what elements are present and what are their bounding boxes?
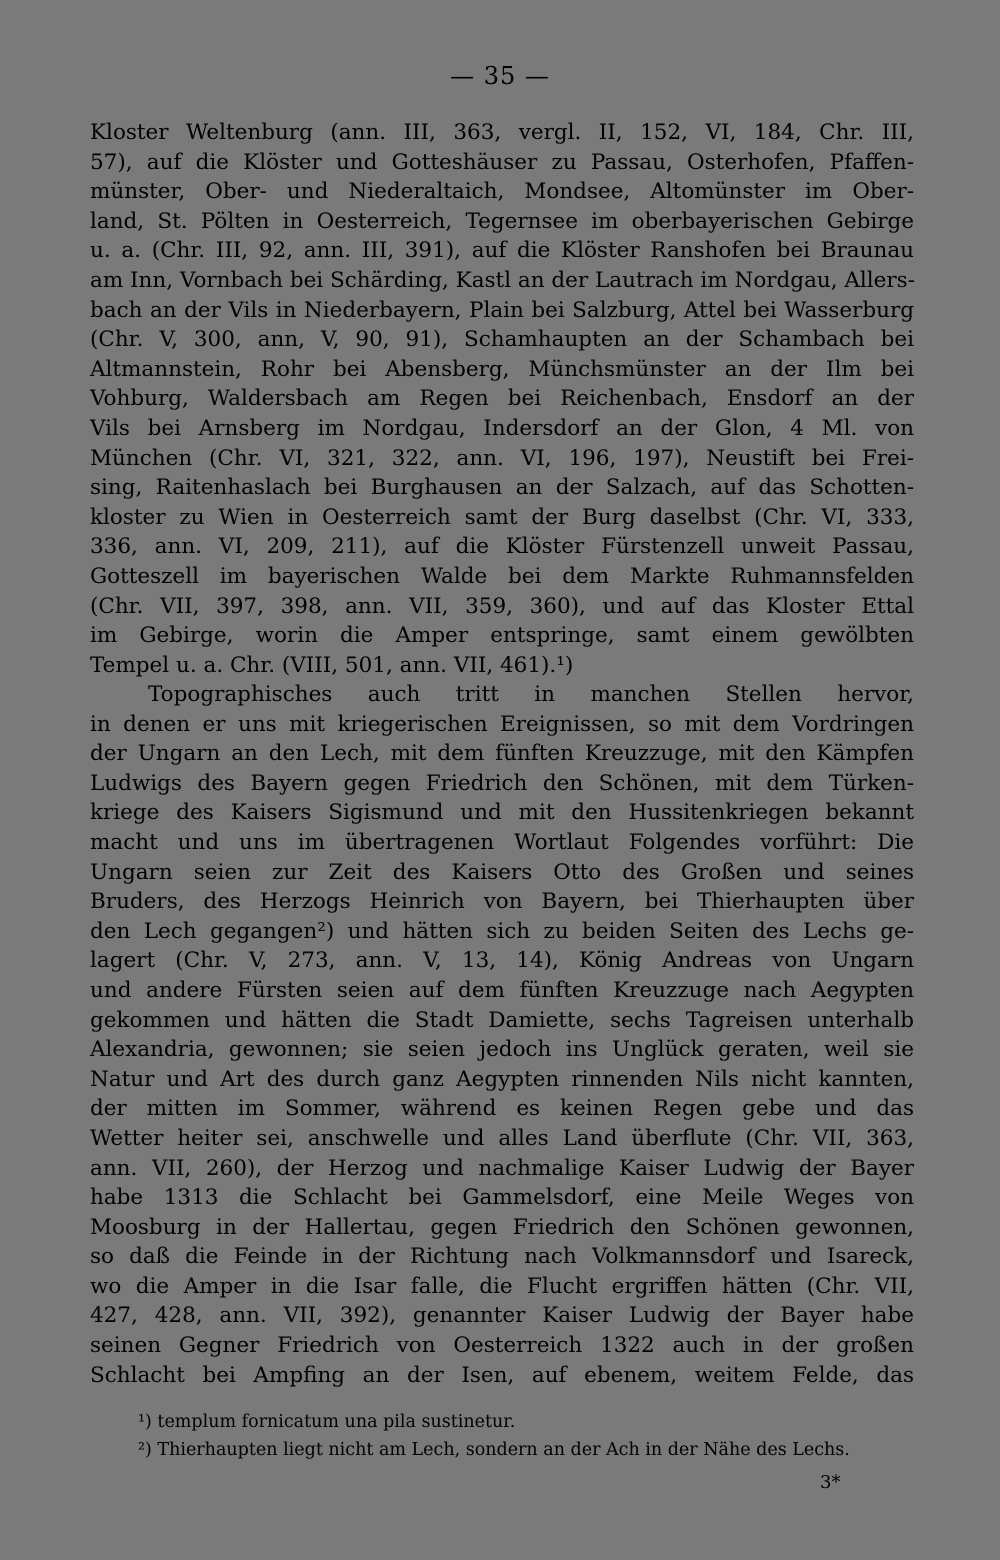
text-line: 427, 428, ann. VII, 392), genannter Kaiser Ludwig der Bayer habe [90,1303,914,1329]
text-line: seinen Gegner Friedrich von Oesterreich 1322 auch in der großen [90,1333,914,1359]
text-line: ann. VII, 260), der Herzog und nachmalige Kaiser Ludwig der Bayer [90,1155,914,1181]
text-line: bach an der Vils in Niederbayern, Plain bei Salzburg, Attel bei Wasserburg [90,297,914,323]
text-line: münster, Ober- und Niederaltaich, Mondsee, Altomünster im Ober- [90,179,914,205]
text-line: München (Chr. VI, 321, 322, ann. VI, 196, 197), Neustift bei Frei- [90,445,914,471]
text-line: macht und uns im übertragenen Wortlaut Folgendes vorführt: Die [90,829,914,855]
text-line: Vils bei Arnsberg im Nordgau, Indersdorf an der Glon, 4 Ml. von [90,415,914,441]
text-line: Ungarn seien zur Zeit des Kaisers Otto des Großen und seines [90,859,914,885]
text-line: sing, Raitenhaslach bei Burghausen an der Salzach, auf das Schotten- [90,475,914,501]
text-line: Alexandria, gewonnen; sie seien jedoch ins Unglück geraten, weil sie [90,1037,914,1063]
text-line: Vohburg, Waldersbach am Regen bei Reichenbach, Ensdorf an der [90,386,914,412]
signature-mark: 3* [820,1472,841,1493]
text-line: Bruders, des Herzogs Heinrich von Bayern, bei Thierhaupten über [90,889,914,915]
text-line: den Lech gegangen²) und hätten sich zu beiden Seiten des Lechs ge- [90,918,914,944]
text-line: Schlacht bei Ampfing an der Isen, auf ebenem, weitem Felde, das [90,1362,914,1388]
text-line: (Chr. V, 300, ann, V, 90, 91), Schamhaupten an der Schambach bei [90,327,914,353]
text-line: wo die Amper in die Isar falle, die Flucht ergriffen hätten (Chr. VII, [90,1273,914,1299]
page-number: — 35 — [450,62,550,90]
text-line: Gotteszell im bayerischen Walde bei dem Markte Ruhmannsfelden [90,563,914,589]
text-line: habe 1313 die Schlacht bei Gammelsdorf, eine Meile Weges von [90,1185,914,1211]
text-line: ¹) templum fornicatum una pila sustinetur. [138,1412,516,1432]
text-line: im Gebirge, worin die Amper entspringe, samt einem gewölbten [90,623,914,649]
text-line: Altmannstein, Rohr bei Abensberg, Münchsmünster an der Ilm bei [90,356,914,382]
text-line: der Ungarn an den Lech, mit dem fünften Kreuzzuge, mit den Kämpfen [90,741,914,767]
paragraph-2 [90,680,914,1390]
text-line: lagert (Chr. V, 273, ann. V, 13, 14), König Andreas von Ungarn [90,948,914,974]
text-line: in denen er uns mit kriegerischen Ereignissen, so mit dem Vordringen [90,711,914,737]
text-line: Wetter heiter sei, anschwelle und alles Land überflute (Chr. VII, 363, [90,1125,914,1151]
text-line: Topographisches auch tritt in manchen Stellen hervor, [148,682,914,707]
text-line: 336, ann. VI, 209, 211), auf die Klöster Fürstenzell unweit Passau, [90,534,914,560]
text-line: 57), auf die Klöster und Gotteshäuser zu Passau, Osterhofen, Pfaffen- [90,149,914,175]
text-line: Natur und Art des durch ganz Aegypten rinnenden Nils nicht kannten, [90,1066,914,1092]
text-line: land, St. Pölten in Oesterreich, Tegernsee im oberbayerischen Gebirge [90,208,914,234]
text-line: so daß die Feinde in der Richtung nach Volkmannsdorf und Isareck, [90,1244,914,1270]
text-line: Kloster Weltenburg (ann. III, 363, vergl. II, 152, VI, 184, Chr. III, [90,120,914,145]
text-line: kloster zu Wien in Oesterreich samt der Burg daselbst (Chr. VI, 333, [90,504,914,530]
text-line: ²) Thierhaupten liegt nicht am Lech, sondern an der Ach in der Nähe des Lechs. [138,1440,850,1460]
text-line: am Inn, Vornbach bei Schärding, Kastl an der Lautrach im Nordgau, Allers- [90,267,915,293]
text-line: (Chr. VII, 397, 398, ann. VII, 359, 360), und auf das Kloster Ettal [90,593,914,619]
text-line: Ludwigs des Bayern gegen Friedrich den Schönen, mit dem Türken- [90,770,914,796]
text-line: kriege des Kaisers Sigismund und mit den Hussitenkriegen bekannt [90,800,914,826]
text-line: gekommen und hätten die Stadt Damiette, sechs Tagreisen unterhalb [90,1007,914,1033]
text-line: u. a. (Chr. III, 92, ann. III, 391), auf die Klöster Ranshofen bei Braunau [90,238,914,264]
footnotes [138,1408,918,1464]
text-line: Moosburg in der Hallertau, gegen Friedrich den Schönen gewonnen, [90,1214,914,1240]
text-line: und andere Fürsten seien auf dem fünften Kreuzzuge nach Aegypten [90,977,914,1003]
paragraph-1 [90,118,914,680]
text-line: der mitten im Sommer, während es keinen Regen gebe und das [90,1096,914,1122]
text-line: Tempel u. a. Chr. (VIII, 501, ann. VII, 461).¹) [90,652,574,678]
